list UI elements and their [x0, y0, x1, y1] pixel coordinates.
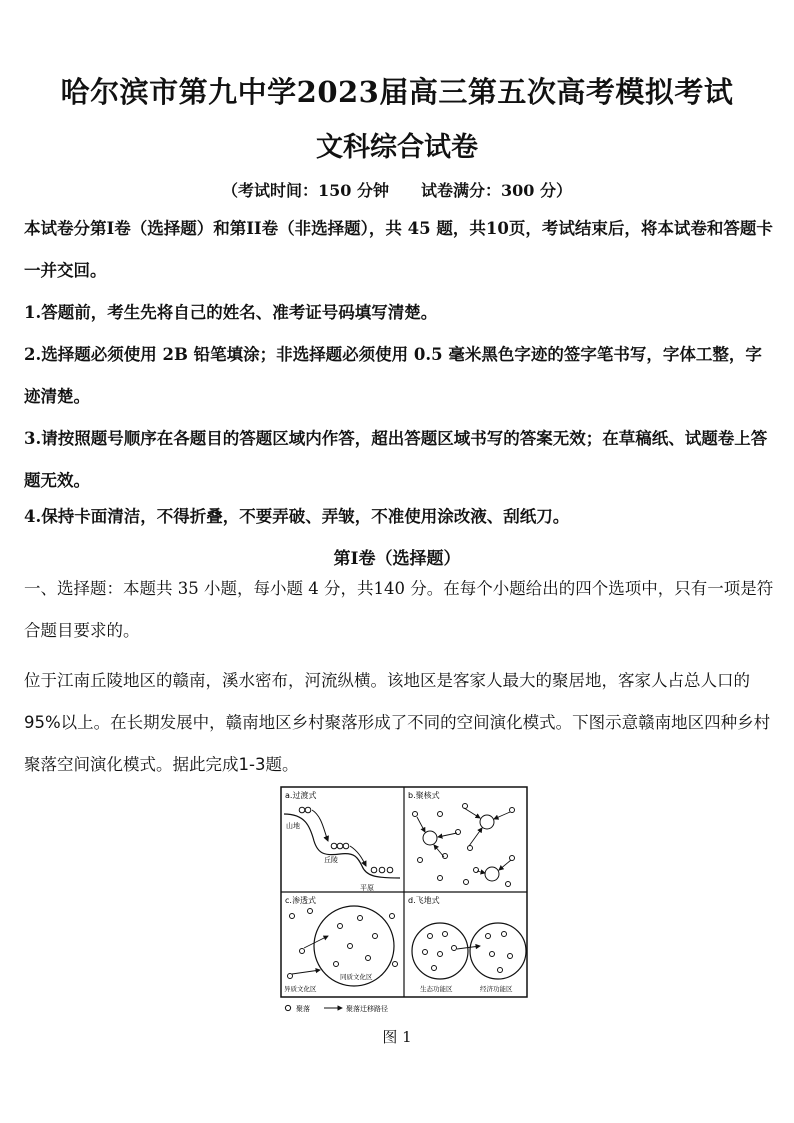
panel-a-label: a.过渡式 [285, 791, 317, 800]
panel-d-label: d.飞地式 [408, 896, 440, 905]
exam-meta: （考试时间：150 分钟 试卷满分：300 分） [222, 181, 572, 200]
legend-settlement-symbol [285, 1005, 290, 1010]
legend-arrow-label: 聚落迁移路径 [346, 1005, 388, 1013]
panel-b-label: b.聚核式 [408, 791, 440, 800]
panel-d-right-label: 经济功能区 [480, 985, 513, 993]
panel-d-left-label: 生态功能区 [420, 985, 453, 993]
exam-subtitle: 文科综合试卷 [316, 132, 478, 163]
instruction-item-4: 4.保持卡面清洁，不得折叠，不要弄破、弄皱，不准使用涂改液、刮纸刀。 [24, 507, 570, 526]
section-title: 第I卷（选择题） [333, 549, 461, 569]
figure-caption: 图 1 [382, 1028, 412, 1046]
figure-svg [280, 786, 528, 1016]
legend-settlement-label: 聚落 [296, 1005, 310, 1013]
question-passage [24, 660, 774, 786]
panel-c-label: c.渗透式 [285, 896, 316, 905]
panel-c-right-label: 同质文化区 [340, 973, 373, 981]
instruction-item-3: 3.请按照题号顺序在各题目的答题区域内作答，超出答题区域书写的答案无效；在草稿纸、试题卷上答题无效。 [24, 429, 768, 490]
panel-a-plain: 平原 [360, 884, 374, 892]
exam-title: 哈尔滨市第九中学2023届高三第五次高考模拟考试 [60, 75, 734, 109]
section-description: 一、选择题：本题共 35 小题，每小题 4 分，共140 分。在每个小题给出的四个选项中，只有一项是符合题目要求的。 [24, 579, 774, 640]
instruction-item-1: 1.答题前，考生先将自己的姓名、准考证号码填写清楚。 [24, 303, 438, 322]
panel-c-left-label: 异质文化区 [284, 985, 317, 993]
passage-text: 位于江南丘陵地区的赣南，溪水密布，河流纵横。该地区是客家人最大的聚居地，客家人占总人口的95%以上。在长期发展中，赣南地区乡村聚落形成了不同的空间演化模式。下图示意赣南地区四种乡村聚落空间演化模式。据此完成1-3题。 [24, 671, 771, 774]
panel-a-hill: 丘陵 [324, 856, 338, 864]
figure-settlement-models [280, 786, 528, 1016]
panel-a-mountain: 山地 [286, 822, 300, 830]
instruction-item-2: 2.选择题必须使用 2B 铅笔填涂；非选择题必须使用 0.5 毫米黑色字迹的签字笔书写，字体工整，字迹清楚。 [24, 345, 762, 406]
instructions-intro: 本试卷分第I卷（选择题）和第II卷（非选择题），共 45 题，共10页，考试结束后，将本试卷和答题卡一并交回。 [24, 219, 773, 280]
